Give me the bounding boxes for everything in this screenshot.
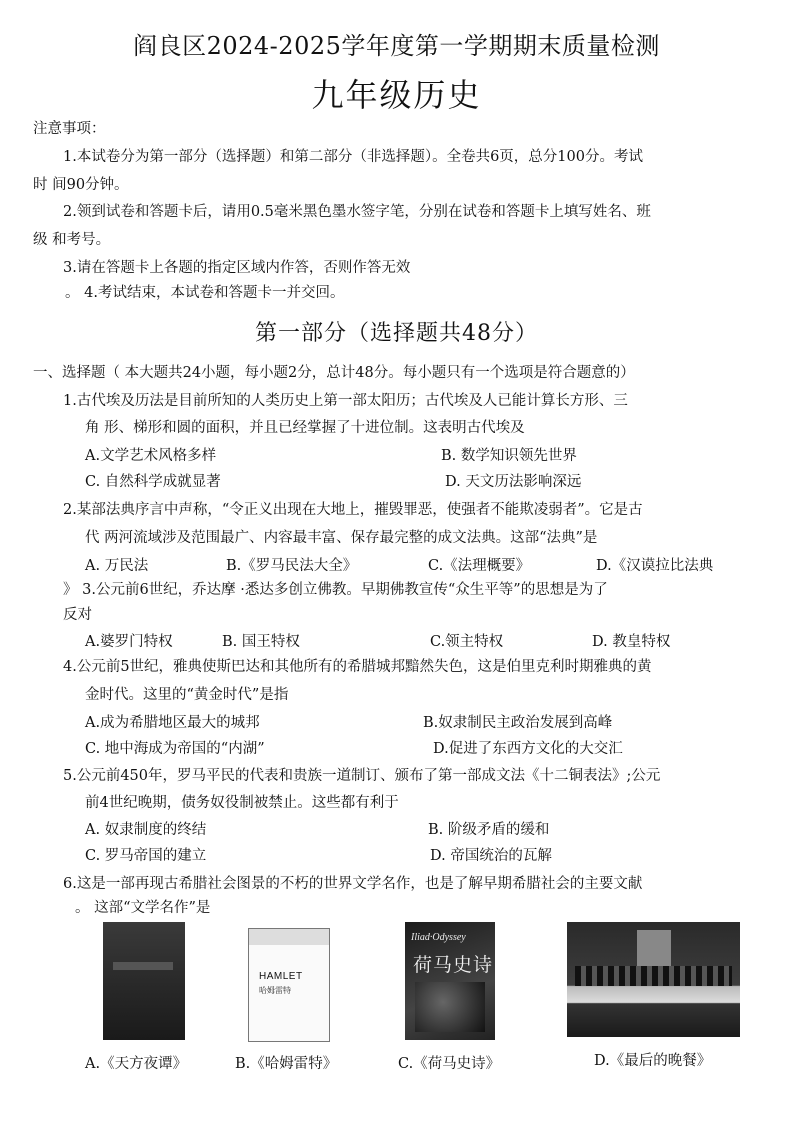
option-c: C. 罗马帝国的建立 — [85, 848, 207, 864]
option-d: D. 天文历法影响深远 — [445, 474, 582, 490]
notice-line: 2.领到试卷和答题卡后，请用0.5毫米黑色墨水签字笔，分别在试卷和答题卡上填写姓名、班 — [63, 204, 651, 220]
option-c: C.《荷马史诗》 — [398, 1056, 501, 1072]
section-instruction: 一、选择题（ 本大题共24小题，每小题2分，总计48分。每小题只有一个选项是符合题意的） — [33, 365, 635, 381]
subject-title: 九年级历史 — [311, 76, 482, 114]
notice-line: 。 4.考试结束，本试卷和答题卡一并交回。 — [65, 285, 345, 301]
question-text: 1.古代埃及历法是目前所知的人类历史上第一部太阳历；古代埃及人已能计算长方形、三 — [63, 393, 628, 409]
question-text: 。 这部“文学名作”是 — [75, 900, 211, 916]
option-d: D.促进了东西方文化的大交汇 — [433, 741, 623, 757]
hamlet-cover-image — [248, 928, 330, 1042]
notice-line: 时 间90分钟。 — [33, 177, 129, 193]
homer-epics-cover-image — [405, 922, 495, 1040]
option-b: B.奴隶制民主政治发展到高峰 — [423, 715, 613, 731]
notice-line: 3.请在答题卡上各题的指定区域内作答，否则作答无效 — [63, 260, 411, 276]
option-c: C.领主特权 — [430, 634, 504, 650]
option-d: D. 帝国统治的瓦解 — [430, 848, 552, 864]
option-d: D. 教皇特权 — [592, 634, 671, 650]
option-b: B. 数学知识领先世界 — [441, 448, 577, 464]
option-b: B.《哈姆雷特》 — [235, 1056, 338, 1072]
option-c: C.《法理概要》 — [428, 558, 531, 574]
option-d: D.《汉谟拉比法典 — [596, 558, 714, 574]
option-a: A. 奴隶制度的终结 — [85, 822, 207, 838]
option-a: A.婆罗门特权 — [85, 634, 173, 650]
option-b: B. 国王特权 — [222, 634, 300, 650]
question-text: 前4世纪晚期，债务奴役制被禁止。这些都有利于 — [85, 795, 399, 811]
notice-line: 1.本试卷分为第一部分（选择题）和第二部分（非选择题）。全卷共6页，总分100分。考试 — [63, 149, 643, 165]
question-text: 2.某部法典序言中声称，“令正义出现在大地上，摧毁罪恶，使强者不能欺凌弱者”。它是古 — [63, 502, 643, 518]
option-d: D.《最后的晚餐》 — [594, 1053, 712, 1069]
option-b: B. 阶级矛盾的缓和 — [428, 822, 550, 838]
hamlet-cover-title: HAMLET — [259, 971, 303, 982]
option-a: A.文学艺术风格多样 — [85, 448, 217, 464]
option-c: C. 地中海成为帝国的“内湖” — [85, 741, 265, 757]
question-text: 反对 — [63, 607, 92, 623]
option-c: C. 自然科学成就显著 — [85, 474, 221, 490]
question-text: 角 形、梯形和圆的面积，并且已经掌握了十进位制。这表明古代埃及 — [85, 420, 525, 436]
notice-line: 级 和考号。 — [33, 232, 111, 248]
hamlet-cover-chinese-title: 哈姆雷特 — [259, 986, 291, 995]
question-text: 代 两河流域涉及范围最广、内容最丰富、保存最完整的成文法典。这部“法典”是 — [85, 530, 598, 546]
exam-title: 阎良区2024-2025学年度第一学期期末质量检测 — [133, 32, 660, 60]
question-text: 》 3.公元前6世纪，乔达摩 ·悉达多创立佛教。早期佛教宣传“众生平等”的思想是为了 — [63, 582, 608, 598]
homer-cover-latin-title: Iliad·Odyssey — [411, 932, 466, 943]
question-text: 6.这是一部再现古希腊社会图景的不朽的世界文学名作，也是了解早期希腊社会的主要文献 — [63, 876, 643, 892]
question-text: 金时代。这里的“黄金时代”是指 — [85, 687, 289, 703]
homer-cover-chinese-title: 荷马史诗 — [413, 954, 494, 976]
option-a: A.《天方夜谭》 — [85, 1056, 188, 1072]
option-a: A. 万民法 — [85, 558, 149, 574]
option-a: A.成为希腊地区最大的城邦 — [85, 715, 260, 731]
arabian-nights-cover-image — [103, 922, 185, 1040]
part-title: 第一部分（选择题共48分） — [255, 321, 538, 346]
option-b: B.《罗马民法大全》 — [226, 558, 358, 574]
last-supper-painting-image — [567, 922, 740, 1037]
question-text: 5.公元前450年，罗马平民的代表和贵族一道制订、颁布了第一部成文法《十二铜表法》;公元 — [63, 768, 661, 784]
question-text: 4.公元前5世纪，雅典使斯巴达和其他所有的希腊城邦黯然失色，这是伯里克利时期雅典的黄 — [63, 659, 652, 675]
notice-heading: 注意事项： — [33, 121, 106, 137]
